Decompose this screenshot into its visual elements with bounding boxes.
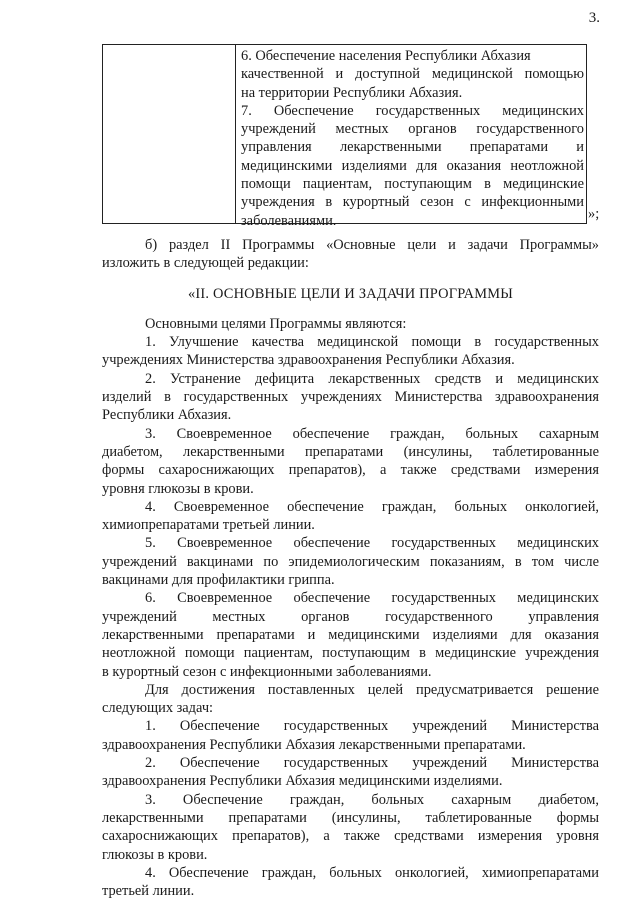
goal-line: химиопрепаратами третьей линии.	[102, 517, 315, 534]
table-line: учреждений местных органов государственного	[241, 121, 584, 138]
document-body	[102, 236, 599, 900]
goal-line: 2. Устранение дефицита лекарственных средств и медицинских	[145, 370, 599, 387]
goal-line: 5. Своевременное обеспечение государственных медицинских	[145, 535, 599, 552]
table-line: на территории Республики Абхазия.	[241, 84, 463, 101]
table-line: качественной и доступной медицинской помощью	[241, 66, 584, 83]
goal-line: 3. Своевременное обеспечение граждан, больных сахарным	[145, 425, 599, 442]
closing-quote: »;	[588, 206, 600, 222]
goal-line: 4. Своевременное обеспечение граждан, больных онкологией,	[145, 498, 599, 515]
goals-intro: Основными целями Программы являются:	[145, 315, 407, 332]
tasks-intro-line: Для достижения поставленных целей предусматривается решение	[145, 681, 599, 698]
intro-line: изложить в следующей редакции:	[102, 255, 309, 272]
task-line: сахароснижающих препаратов), а также средствами измерения уровня	[102, 828, 599, 845]
goal-line: учреждений местных органов государственного управления	[102, 608, 599, 625]
tasks-intro-line: следующих задач:	[102, 700, 214, 717]
goal-line: формы сахароснижающих препаратов), а также средствами измерения	[102, 462, 599, 479]
task-line: 1. Обеспечение государственных учреждений Министерства	[145, 718, 599, 735]
intro-line: б) раздел II Программы «Основные цели и задачи Программы»	[145, 237, 599, 253]
task-line: глюкозы в крови.	[102, 846, 208, 863]
goal-line: изделий в государственных учреждениях Министерства здравоохранения	[102, 389, 599, 406]
goal-line: неотложной помощи пациентам, поступающим в медицинские учреждения	[102, 645, 599, 662]
table-line: 6. Обеспечение населения Республики Абхазия	[241, 48, 531, 64]
task-line: 2. Обеспечение государственных учреждений Министерства	[145, 755, 599, 772]
table-column-divider	[235, 45, 236, 223]
goal-line: уровня глюкозы в крови.	[102, 480, 254, 497]
goal-line: диабетом, лекарственными препаратами (инсулины, таблетированные	[102, 443, 599, 460]
goal-line: учреждений вакцинами по эпидемиологическим показаниям, в том числе	[102, 553, 599, 570]
goal-line: Республики Абхазия.	[102, 407, 232, 424]
table-line: заболеваниями.	[241, 212, 337, 229]
goal-line: 6. Своевременное обеспечение государственных медицинских	[145, 590, 599, 607]
continuation-table	[102, 44, 587, 229]
table-line: медицинскими изделиями для оказания неотложной	[241, 157, 584, 174]
task-line: здравоохранения Республики Абхазия лекарственными препаратами.	[102, 736, 526, 753]
table-line: помощи пациентам, поступающим в медицинские	[241, 176, 584, 193]
table-line: 7. Обеспечение государственных медицинских	[241, 102, 584, 119]
table-line: учреждения в курортный сезон с инфекционными	[241, 194, 584, 211]
goal-line: учреждениях Министерства здравоохранения Республики Абхазия.	[102, 352, 515, 369]
task-line: 3. Обеспечение граждан, больных сахарным диабетом,	[145, 791, 599, 808]
task-line: здравоохранения Республики Абхазия медицинскими изделиями.	[102, 773, 503, 790]
section-heading: «II. ОСНОВНЫЕ ЦЕЛИ И ЗАДАЧИ ПРОГРАММЫ	[188, 285, 513, 302]
goal-line: 1. Улучшение качества медицинской помощи в государственных	[145, 334, 599, 351]
goal-line: лекарственными препаратами и медицинскими изделиями для оказания	[102, 626, 599, 643]
table-line: управления лекарственными препаратами и	[241, 139, 584, 156]
page-number: 3.	[588, 10, 600, 26]
goal-line: вакцинами для профилактики гриппа.	[102, 572, 335, 589]
task-line: 4. Обеспечение граждан, больных онкологией, химиопрепаратами	[145, 864, 599, 881]
table-right-cell	[241, 47, 584, 230]
task-line: лекарственными препаратами (инсулины, таблетированные формы	[102, 809, 599, 826]
task-line: третьей линии.	[102, 883, 195, 900]
goal-line: в курортный сезон с инфекционными заболеваниями.	[102, 663, 432, 680]
